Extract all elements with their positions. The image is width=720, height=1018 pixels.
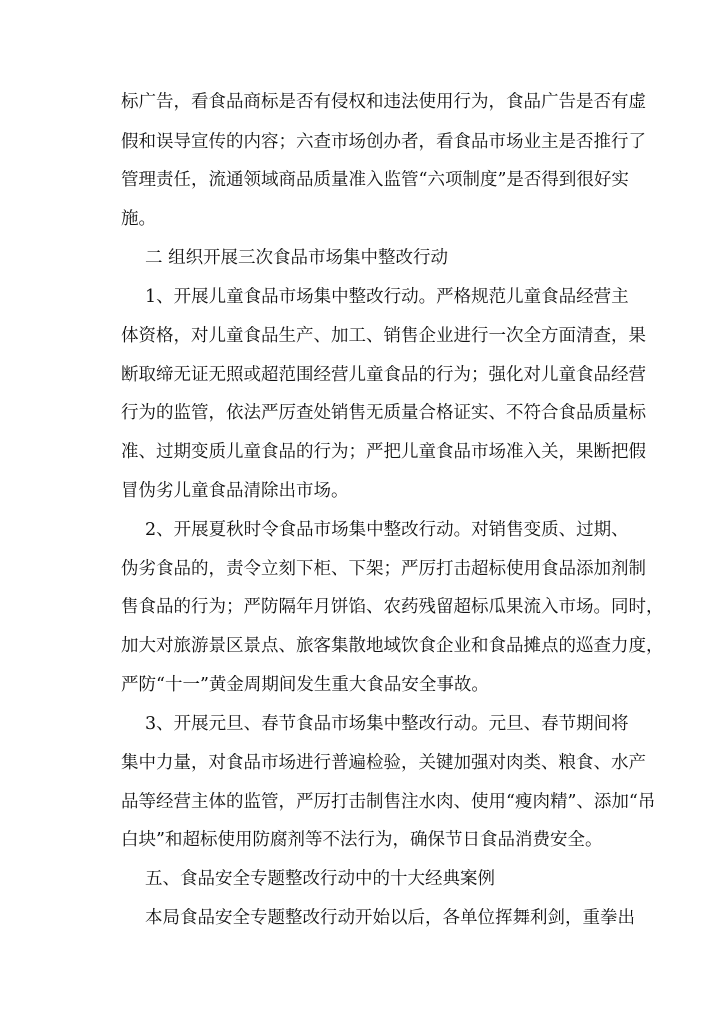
- text-line: 行为的监管，依法严厉查处销售无质量合格证实、不符合食品质量标: [121, 403, 646, 423]
- text-line: 加大对旅游景区景点、旅客集散地域饮食企业和食品摊点的巡查力度，: [121, 636, 664, 656]
- text-line: 标广告，看食品商标是否有侵权和违法使用行为，食品广告是否有虚: [121, 92, 646, 112]
- section-heading: 二 组织开展三次食品市场集中整改行动: [145, 248, 449, 268]
- text-line: 严防“十一”黄金周期间发生重大食品安全事故。: [121, 675, 489, 695]
- text-line: 准、过期变质儿童食品的行为；严把儿童食品市场准入关，果断把假: [121, 442, 646, 462]
- section-heading: 五、食品安全专题整改行动中的十大经典案例: [145, 869, 495, 889]
- text-line: 施。: [121, 209, 156, 229]
- text-line: 品等经营主体的监管，严厉打击制售注水肉、使用“瘦肉精”、添加“吊: [121, 792, 656, 812]
- text-line: 假和误导宣传的内容；六查市场创办者，看食品市场业主是否推行了: [121, 132, 646, 152]
- text-line: 白块”和超标使用防腐剂等不法行为，确保节日食品消费安全。: [121, 830, 603, 850]
- paragraph-first-line: 本局食品安全专题整改行动开始以后，各单位挥舞利剑，重拳出: [145, 908, 635, 928]
- text-line: 断取缔无证无照或超范围经营儿童食品的行为；强化对儿童食品经营: [121, 365, 646, 385]
- text-line: 售食品的行为；严防隔年月饼馅、农药残留超标瓜果流入市场。同时，: [121, 597, 664, 617]
- paragraph-first-line: 3、开展元旦、春节食品市场集中整改行动。元旦、春节期间将: [145, 714, 629, 734]
- text-line: 管理责任，流通领域商品质量准入监管“六项制度”是否得到很好实: [121, 170, 629, 190]
- text-line: 体资格，对儿童食品生产、加工、销售企业进行一次全方面清查，果: [121, 326, 646, 346]
- text-line: 伪劣食品的，责令立刻下柜、下架；严厉打击超标使用食品添加剂制: [121, 559, 646, 579]
- paragraph-first-line: 2、开展夏秋时令食品市场集中整改行动。对销售变质、过期、: [145, 520, 629, 540]
- text-line: 集中力量，对食品市场进行普遍检验，关键加强对肉类、粮食、水产: [121, 753, 646, 773]
- text-line: 冒伪劣儿童食品清除出市场。: [121, 481, 349, 501]
- paragraph-first-line: 1、开展儿童食品市场集中整改行动。严格规范儿童食品经营主: [145, 287, 629, 307]
